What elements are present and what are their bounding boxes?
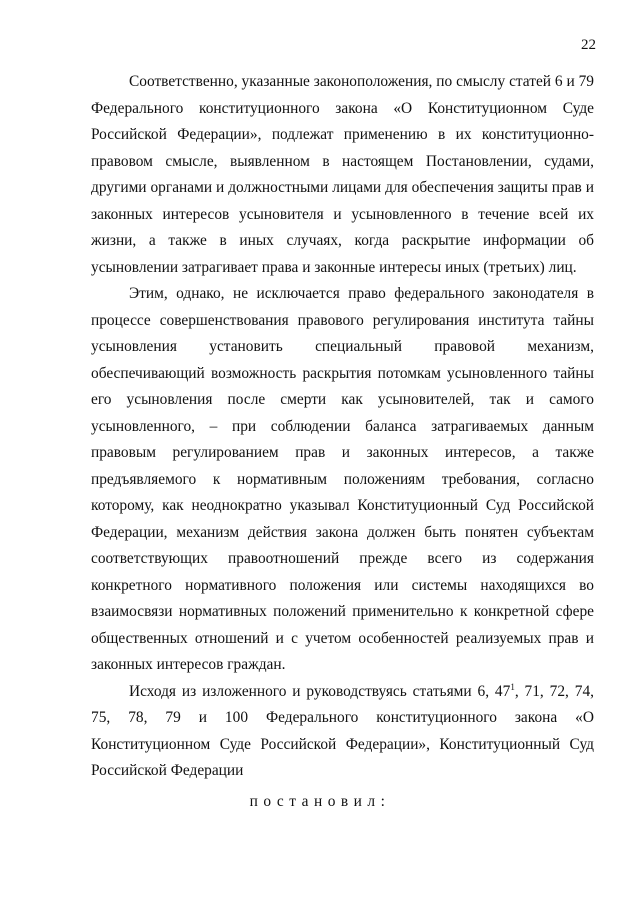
page-number: 22: [581, 37, 596, 53]
document-body: [91, 69, 594, 785]
ruling-heading: постановил:: [249, 793, 391, 810]
paragraph-legislator-right: Этим, однако, не исключается право федерального законодателя в процессе совершенствования правового регулирования института тайны усыновления установить специальный правовой механизм, обеспечивающий возможность раскрытия потомкам усыновленного тайны его усыновления после смерти как усыновителей, так и самого усыновленного, – при соблюдении баланса затрагиваемых данным правовым регулированием прав и законных интересов, а также предъявляемого к нормативным положениям требования, согласно которому, как неоднократно указывал Конституционный Суд Российской Федерации, механизм действия закона должен быть понятен субъектам соответствующих правоотношений прежде всего из содержания конкретного нормативного положения или системы находящихся во взаимосвязи нормативных положений применительно к конкретной сфере общественных отношений и с учетом особенностей реализуемых прав и законных интересов граждан.: [91, 285, 594, 673]
legal-basis-text-end: , 71, 72, 74, 75, 78, 79 и 100 Федерального конституционного закона «О Конституционном Суде Российской Федерации», Конституционный Суд Российской Федерации: [91, 682, 594, 779]
article-superscript: 1: [510, 681, 515, 692]
legal-basis-text-start: Исходя из изложенного и руководствуясь статьями 6, 47: [129, 682, 511, 700]
paragraph-interpretation: Соответственно, указанные законоположения, по смыслу статей 6 и 79 Федерального конституционного закона «О Конституционном Суде Российской Федерации», подлежат применению в их конституционно-правовом смысле, выявленном в настоящем Постановлении, судами, другими органами и должностными лицами для обеспечения защиты прав и законных интересов усыновителя и усыновленного в течение всей их жизни, а также в иных случаях, когда раскрытие информации об усыновлении затрагивает права и законные интересы иных (третьих) лиц.: [91, 73, 594, 276]
paragraph-legal-basis: [91, 679, 594, 785]
